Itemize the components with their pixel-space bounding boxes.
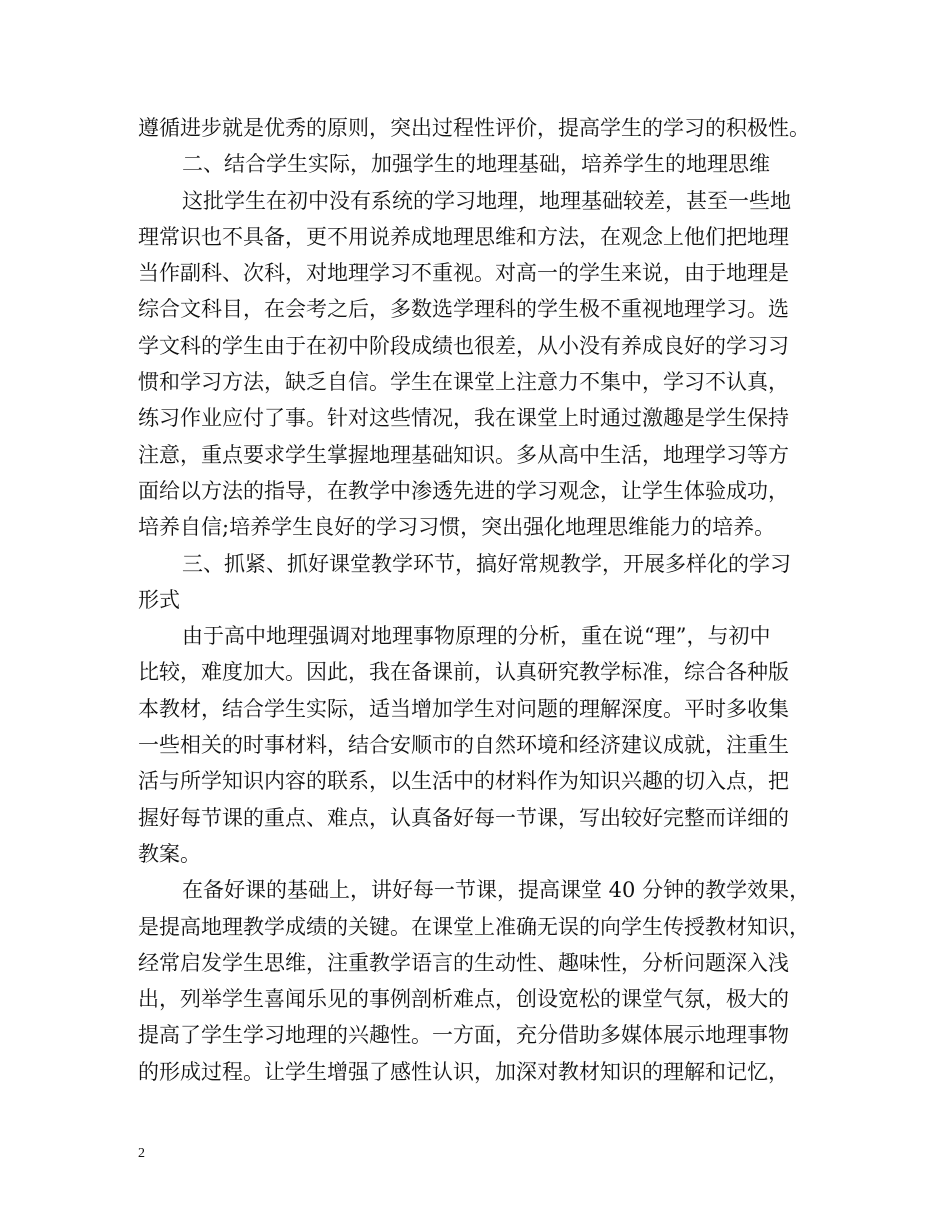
text-line: 比较，难度加大。因此，我在备课前，认真研究教学标准，综合各种版: [138, 660, 789, 685]
text-line: 当作副科、次科，对地理学习不重视。对高一的学生来说，由于地理是: [138, 261, 789, 286]
text-line: 一些相关的时事材料，结合安顺市的自然环境和经济建议成就，注重生: [138, 733, 789, 758]
section-heading-continued: 形式: [138, 587, 180, 612]
text-line: 遵循进步就是优秀的原则，突出过程性评价，提高学生的学习的积极性。: [138, 116, 810, 140]
text-line: 惯和学习方法，缺乏自信。学生在课堂上注意力不集中，学习不认真，: [138, 370, 789, 395]
text-line: 培养自信;培养学生良好的学习习惯，突出强化地理思维能力的培养。: [138, 515, 776, 540]
text-line: 由于高中地理强调对地理事物原理的分析，重在说“理”，与初中: [182, 624, 771, 649]
text-line: 面给以方法的指导，在教学中渗透先进的学习观念，让学生体验成功，: [138, 478, 789, 503]
text-line: 本教材，结合学生实际，适当增加学生对问题的理解深度。平时多收集: [138, 696, 789, 721]
document-body: [138, 110, 818, 1090]
page-number: 2: [138, 1146, 145, 1161]
text-line: 出，列举学生喜闻乐见的事例剖析难点，创设宽松的课堂气氛，极大的: [138, 987, 789, 1012]
text-line: 提高了学生学习地理的兴趣性。一方面，充分借助多媒体展示地理事物: [138, 1023, 789, 1048]
text-line: 理常识也不具备，更不用说养成地理思维和方法，在观念上他们把地理: [138, 224, 789, 249]
text-line: 练习作业应付了事。针对这些情况，我在课堂上时通过激趣是学生保持: [138, 406, 789, 431]
section-heading: 三、抓紧、抓好课堂教学环节，搞好常规教学，开展多样化的学习: [182, 551, 791, 576]
text-line: 经常启发学生思维，注重教学语言的生动性、趣味性，分析问题深入浅: [138, 950, 789, 975]
text-line: 是提高地理教学成绩的关键。在课堂上准确无误的向学生传授教材知识，: [138, 914, 810, 939]
text-line: 综合文科目，在会考之后，多数选学理科的学生极不重视地理学习。选: [138, 297, 789, 322]
text-line: 学文科的学生由于在初中阶段成绩也很差，从小没有养成良好的学习习: [138, 333, 789, 358]
text-line: 教案。: [138, 841, 201, 866]
section-heading: 二、结合学生实际，加强学生的地理基础，培养学生的地理思维: [182, 152, 770, 177]
text-line: 握好每节课的重点、难点，认真备好每一节课，写出较好完整而详细的: [138, 805, 789, 830]
text-line: 在备好课的基础上，讲好每一节课，提高课堂 40 分钟的教学效果，: [182, 878, 811, 903]
text-line: 这批学生在初中没有系统的学习地理，地理基础较差，甚至一些地: [182, 188, 791, 213]
text-line: 注意，重点要求学生掌握地理基础知识。多从高中生活，地理学习等方: [138, 442, 789, 467]
text-line: 的形成过程。让学生增强了感性认识，加深对教材知识的理解和记忆，: [138, 1059, 789, 1084]
text-line: 活与所学知识内容的联系，以生活中的材料作为知识兴趣的切入点，把: [138, 769, 789, 794]
